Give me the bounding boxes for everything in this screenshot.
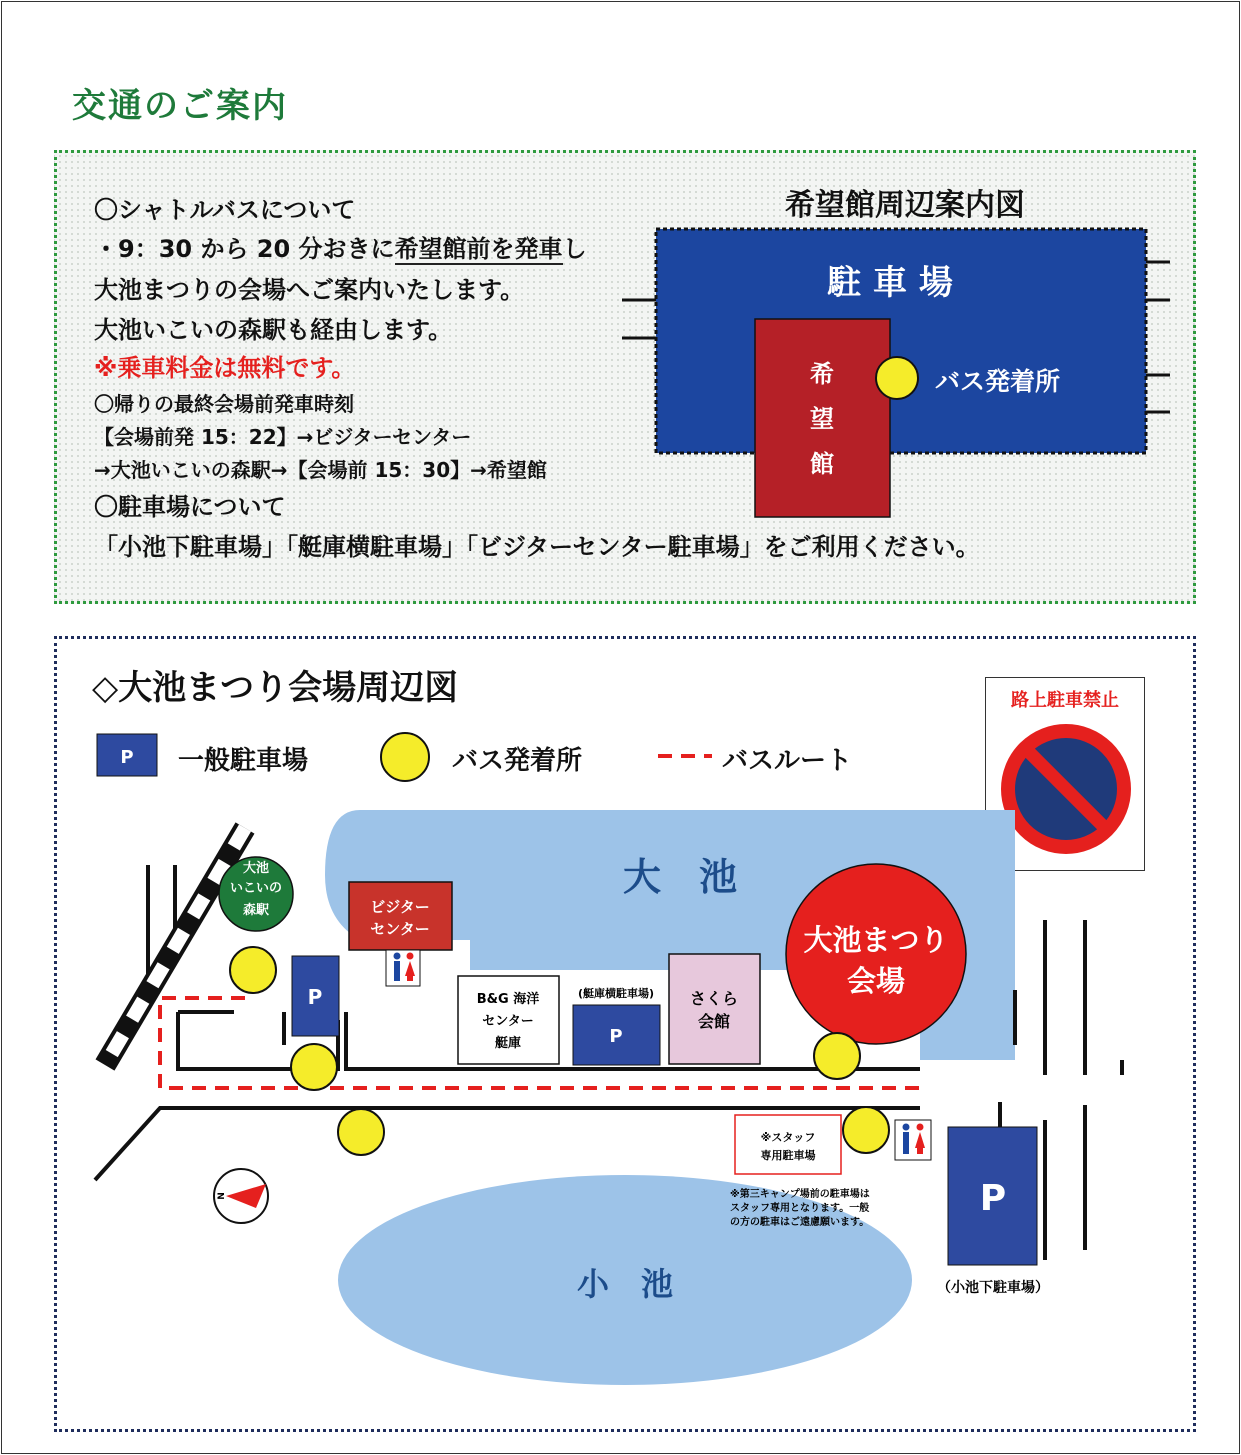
- visitor-center-label: ビジター: [370, 898, 430, 916]
- staff-parking: [735, 1115, 841, 1174]
- koike-parking-symbol: P: [979, 1178, 1007, 1219]
- shuttle-line1-underlined: 希望館前を発車: [394, 235, 563, 263]
- compass-label: N: [217, 1192, 227, 1200]
- large-pond-label: 大 池: [622, 855, 738, 899]
- restroom-icon: [386, 950, 420, 986]
- no-parking-label: 路上駐車禁止: [1011, 690, 1119, 711]
- kibou-map-title: 希望館周辺案内図: [785, 188, 1025, 223]
- shuttle-title: 〇シャトルバスについて: [94, 196, 356, 224]
- restroom-female-head: [407, 953, 414, 960]
- legend-bus-stop-circle: [381, 733, 429, 781]
- return-line2: →大池いこいの森駅→【会場前 15：30】→希望館: [94, 458, 547, 482]
- page-title: 交通のご案内: [72, 86, 288, 126]
- legend-parking-label: 一般駐車場: [178, 746, 309, 776]
- festival-venue-label: 大池まつり: [803, 923, 949, 957]
- kibou-parking-label: 駐 車 場: [827, 263, 953, 303]
- staff-note: ※第三キャンプ場前の駐車場は: [730, 1189, 870, 1200]
- return-title: 〇帰りの最終会場前発車時刻: [94, 392, 354, 416]
- restroom-icon: [895, 1120, 931, 1160]
- bus-stop: [814, 1033, 860, 1079]
- bg-center-label: B&G 海洋: [476, 992, 540, 1007]
- kibou-building-char: 望: [810, 405, 834, 433]
- shuttle-line2: 大池まつりの会場へご案内いたします。: [94, 276, 525, 304]
- small-pond-label: 小 池: [576, 1265, 674, 1303]
- festival-venue-label: 会場: [846, 964, 906, 998]
- legend-bus-stop-label: バス発着所: [452, 746, 583, 776]
- bus-stop: [843, 1107, 889, 1153]
- bus-stop: [338, 1109, 384, 1155]
- bg-center-label: 艇庫: [494, 1036, 522, 1051]
- parking-info-title: 〇駐車場について: [94, 493, 286, 521]
- legend-bus-route-label: バスルート: [722, 746, 853, 776]
- venue-map: [0, 790, 1241, 1410]
- boathouse-parking-label: (艇庫横駐車場): [577, 987, 655, 1000]
- legend-parking-icon: [96, 733, 158, 777]
- parking-info-text: 「小池下駐車場」「艇庫横駐車場」「ビジターセンター駐車場」をご利用ください。: [94, 533, 980, 561]
- kibou-building-char: 館: [810, 450, 834, 478]
- restroom-box: [895, 1120, 931, 1160]
- staff-note: スタッフ専用となります。一般: [730, 1203, 870, 1214]
- kibou-building-char: 希: [810, 360, 834, 388]
- bus-stop: [291, 1044, 337, 1090]
- station-label: 大池: [242, 861, 270, 876]
- legend-parking-symbol: P: [120, 747, 134, 768]
- sakura-hall-label: 会館: [697, 1012, 731, 1031]
- restroom-female-legs: [917, 1147, 923, 1154]
- bus-stop: [230, 947, 276, 993]
- restroom-male-head: [394, 953, 401, 960]
- legend-bus-route-icon: [658, 748, 712, 764]
- bg-center-label: センター: [482, 1014, 534, 1029]
- restroom-female-head: [917, 1124, 924, 1131]
- station-label: 森駅: [242, 903, 270, 918]
- station-label: いこいの: [229, 881, 283, 896]
- station-parking-symbol: P: [307, 985, 323, 1009]
- compass-icon: [214, 1169, 268, 1223]
- kibou-map: [600, 220, 1190, 520]
- shuttle-line3: 大池いこいの森駅も経由します。: [94, 316, 453, 344]
- shuttle-line1: [94, 229, 587, 264]
- return-line1: 【会場前発 15：22】→ビジターセンター: [94, 425, 472, 449]
- restroom-male-head: [903, 1124, 910, 1131]
- restroom-male-body: [394, 961, 400, 981]
- restroom-male-body: [903, 1132, 909, 1154]
- sakura-hall-label: さくら: [689, 989, 739, 1008]
- visitor-center: [349, 882, 452, 950]
- visitor-center-label: センター: [370, 920, 430, 938]
- boathouse-parking-symbol: P: [609, 1026, 623, 1047]
- staff-parking-label: 専用駐車場: [760, 1149, 816, 1162]
- kibou-bus-stop: [876, 357, 918, 399]
- restroom-box: [386, 950, 420, 986]
- shuttle-line1-pre: ・9：30 から 20 分おきに: [94, 235, 395, 263]
- venue-map-title: ◇大池まつり会場周辺図: [92, 668, 459, 708]
- sakura-hall: [669, 954, 760, 1064]
- staff-note: の方の駐車はご遠慮願います。: [730, 1217, 870, 1228]
- kibou-bus-stop-label: バス発着所: [935, 367, 1061, 396]
- free-fare-note: ※乗車料金は無料です。: [94, 354, 356, 382]
- shuttle-line1-post: し: [562, 235, 587, 263]
- koike-parking-label: （小池下駐車場）: [937, 1280, 1049, 1296]
- restroom-female-legs: [407, 975, 413, 981]
- legend-bus-stop-icon: [378, 730, 432, 784]
- staff-parking-label: ※スタッフ: [760, 1131, 816, 1144]
